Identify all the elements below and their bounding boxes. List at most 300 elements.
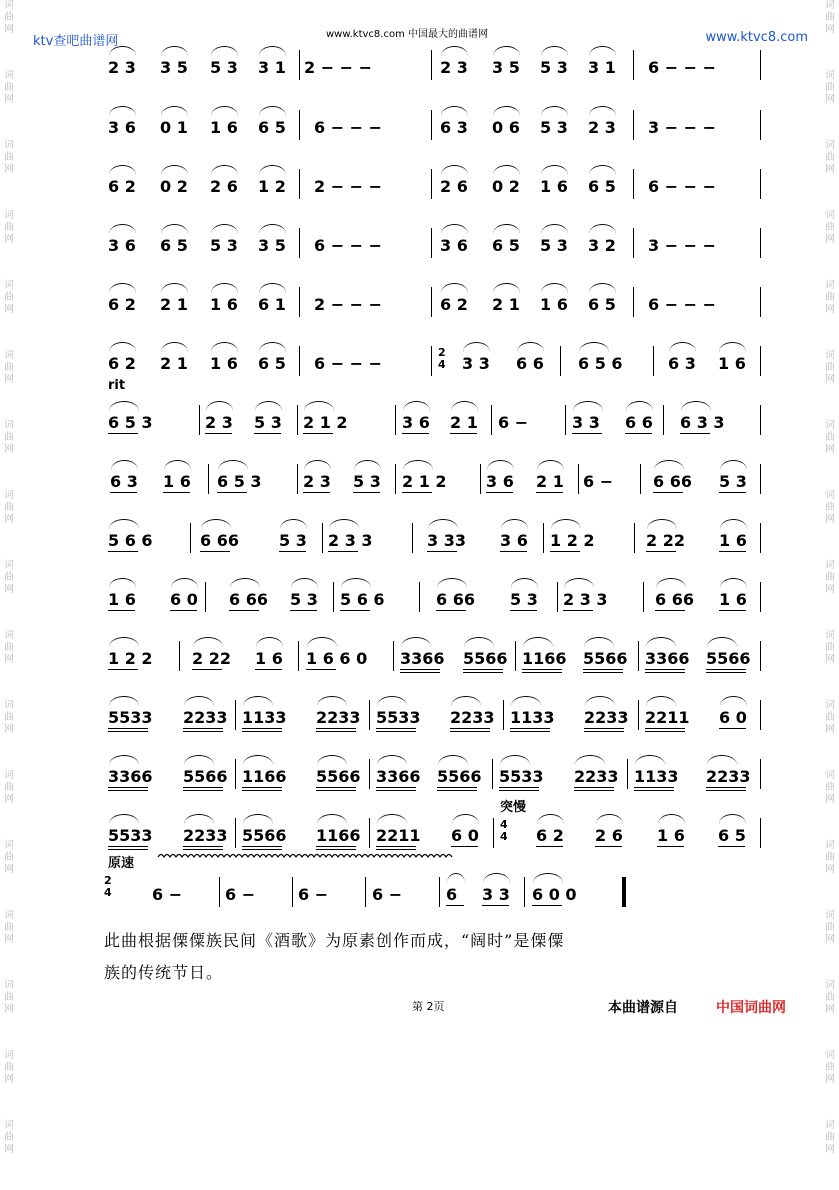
note-group: 2233 xyxy=(706,767,751,786)
underline-beam xyxy=(108,787,148,788)
slur-mark xyxy=(464,637,494,647)
slur-mark xyxy=(109,578,136,588)
underline-beam xyxy=(192,669,222,670)
bar-line xyxy=(760,169,761,199)
slur-mark xyxy=(341,578,371,588)
score-row xyxy=(0,472,839,516)
slur-mark xyxy=(564,578,594,588)
note-group: 6 5 xyxy=(718,826,746,845)
note-group: 6 − − − xyxy=(314,236,383,255)
note-group: 5 3 xyxy=(540,58,568,77)
underline-beam xyxy=(183,728,223,729)
slur-mark xyxy=(493,165,520,175)
slur-mark xyxy=(541,283,568,293)
watermark-char: 词 xyxy=(4,70,14,81)
note-group: 3 5 xyxy=(258,236,286,255)
note-group: 3 5 xyxy=(160,58,188,77)
note-group: 6 − xyxy=(225,885,256,904)
score-row xyxy=(0,354,839,398)
note-group: 6 − − − xyxy=(648,177,717,196)
watermark-gap xyxy=(823,1086,837,1120)
note-group: 6 0 xyxy=(451,826,479,845)
watermark-char: 词 xyxy=(4,910,14,921)
slur-mark xyxy=(533,873,563,883)
note-group: 3366 xyxy=(400,649,445,668)
note-group: 5 3 xyxy=(254,413,282,432)
slur-mark xyxy=(161,46,188,56)
underline-beam xyxy=(718,846,745,847)
note-group: 3 6 xyxy=(402,413,430,432)
underline-beam xyxy=(680,433,710,434)
header-right-site[interactable]: www.ktvc8.com xyxy=(705,30,808,45)
watermark-char: 网 xyxy=(825,24,835,35)
underline-beam xyxy=(583,672,623,673)
watermark-char: 词 xyxy=(4,700,14,711)
watermark-char: 词 xyxy=(4,350,14,361)
note-group: 6 1 xyxy=(258,295,286,314)
slur-mark xyxy=(720,696,747,706)
note-group: 5 3 xyxy=(210,58,238,77)
bar-line xyxy=(299,169,300,199)
note-group: 6 − xyxy=(298,885,329,904)
slur-mark xyxy=(500,755,530,765)
note-group: 2 3 3 xyxy=(328,531,373,550)
slur-mark xyxy=(719,814,746,824)
header-left-site[interactable]: ktv查吧曲谱网 xyxy=(33,34,119,49)
note-group: 2 3 xyxy=(303,472,331,491)
underline-beam xyxy=(536,846,563,847)
bar-line xyxy=(760,405,761,435)
bar-line xyxy=(760,464,761,494)
note-group: 5566 xyxy=(706,649,751,668)
slur-mark xyxy=(211,106,238,116)
underline-beam xyxy=(242,790,282,791)
underline-beam xyxy=(316,728,356,729)
watermark-char: 曲 xyxy=(4,82,14,93)
slur-mark xyxy=(317,696,347,706)
watermark-char: 网 xyxy=(825,374,835,385)
bar-line xyxy=(322,523,323,553)
note-group: 6 2 xyxy=(108,354,136,373)
underline-beam xyxy=(183,849,223,850)
watermark-char: 曲 xyxy=(4,712,14,723)
watermark-char: 词 xyxy=(825,490,835,501)
slur-mark xyxy=(511,696,541,706)
underline-beam xyxy=(437,790,477,791)
underline-beam xyxy=(279,551,306,552)
bar-line xyxy=(492,759,493,789)
watermark-gap xyxy=(823,946,837,980)
underline-beam xyxy=(450,433,477,434)
slur-mark xyxy=(646,696,676,706)
watermark-char: 词 xyxy=(825,840,835,851)
note-group: 3 6 xyxy=(108,118,136,137)
slur-mark xyxy=(441,106,468,116)
underline-beam xyxy=(706,790,746,791)
underline-beam xyxy=(316,849,356,850)
underline-beam xyxy=(583,669,623,670)
watermark-char: 曲 xyxy=(825,1132,835,1143)
watermark-char: 曲 xyxy=(4,1062,14,1073)
time-signature-2-4-final: 2 4 xyxy=(104,874,112,899)
slur-mark xyxy=(541,165,568,175)
note-group: 3 6 xyxy=(440,236,468,255)
note-group: 5 3 xyxy=(540,118,568,137)
watermark-char: 网 xyxy=(825,654,835,665)
bar-line xyxy=(431,50,432,80)
time-signature-4-4: 4 4 xyxy=(500,818,508,843)
underline-beam xyxy=(584,731,624,732)
watermark-char: 曲 xyxy=(825,782,835,793)
watermark-char: 网 xyxy=(4,304,14,315)
slur-mark xyxy=(720,519,747,529)
watermark-char: 词 xyxy=(825,560,835,571)
note-group: 3 33 xyxy=(427,531,466,550)
slur-mark xyxy=(184,696,214,706)
note-group: 6 3 xyxy=(668,354,696,373)
watermark-char: 曲 xyxy=(4,992,14,1003)
underline-beam xyxy=(316,787,356,788)
note-group: 6 − − − xyxy=(314,118,383,137)
slur-mark xyxy=(256,637,283,647)
note-group: 3366 xyxy=(376,767,421,786)
note-group: 6 − xyxy=(583,472,614,491)
underline-beam xyxy=(510,731,550,732)
watermark-char: 曲 xyxy=(825,82,835,93)
slur-mark xyxy=(501,519,528,529)
watermark-char: 网 xyxy=(4,514,14,525)
underline-beam xyxy=(645,731,685,732)
watermark-char: 网 xyxy=(825,864,835,875)
underline-beam xyxy=(437,787,477,788)
score-row xyxy=(0,295,839,339)
bar-line xyxy=(369,759,370,789)
watermark-char: 曲 xyxy=(825,642,835,653)
watermark-char: 曲 xyxy=(825,362,835,373)
slur-mark xyxy=(669,342,696,352)
note-group: 5566 xyxy=(437,767,482,786)
underline-beam xyxy=(634,790,674,791)
underline-beam xyxy=(108,728,148,729)
underline-beam xyxy=(500,551,527,552)
note-group: 5 3 xyxy=(540,236,568,255)
slur-mark xyxy=(719,342,746,352)
bar-line xyxy=(431,110,432,140)
bar-line xyxy=(205,582,206,612)
note-group: 6 66 xyxy=(655,590,694,609)
slur-mark xyxy=(164,460,191,470)
slur-mark xyxy=(259,224,286,234)
note-group: 5533 xyxy=(108,826,153,845)
watermark-char: 网 xyxy=(4,234,14,245)
note-group: 3366 xyxy=(645,649,690,668)
watermark-char: 曲 xyxy=(825,152,835,163)
note-group: 2 1 xyxy=(160,295,188,314)
note-group: 3 6 xyxy=(500,531,528,550)
note-group: 3 2 xyxy=(588,236,616,255)
slur-mark xyxy=(493,106,520,116)
bar-line xyxy=(333,582,334,612)
note-group: 6 − xyxy=(152,885,183,904)
note-group: 6 − − − xyxy=(314,354,383,373)
bar-line xyxy=(491,405,492,435)
slur-mark xyxy=(720,578,747,588)
watermark-char: 网 xyxy=(4,444,14,455)
slur-mark xyxy=(243,696,273,706)
watermark-char: 词 xyxy=(825,910,835,921)
note-group: 5 3 xyxy=(290,590,318,609)
underline-beam xyxy=(510,728,550,729)
slur-mark xyxy=(589,224,616,234)
note-group: 2 1 xyxy=(536,472,564,491)
underline-beam xyxy=(110,492,137,493)
note-group: 1133 xyxy=(634,767,679,786)
note-group: 5 3 xyxy=(279,531,307,550)
slur-mark xyxy=(259,46,286,56)
slur-mark xyxy=(230,578,260,588)
watermark-char: 网 xyxy=(825,94,835,105)
watermark-char: 曲 xyxy=(4,152,14,163)
underline-beam xyxy=(400,672,440,673)
note-group: 6 0 0 xyxy=(532,885,577,904)
watermark-char: 词 xyxy=(4,0,14,11)
slur-mark xyxy=(541,106,568,116)
watermark-char: 词 xyxy=(825,350,835,361)
watermark-char: 曲 xyxy=(825,292,835,303)
note-group: 2 6 xyxy=(210,177,238,196)
score-row xyxy=(0,885,839,929)
underline-beam xyxy=(719,728,746,729)
slur-mark xyxy=(161,106,188,116)
note-group: 1 6 xyxy=(540,295,568,314)
note-group: 6 3 xyxy=(440,118,468,137)
note-group: 5 3 xyxy=(210,236,238,255)
slur-mark xyxy=(377,755,407,765)
slur-mark xyxy=(161,283,188,293)
note-group: 6 2 xyxy=(108,295,136,314)
slur-mark xyxy=(354,460,381,470)
underline-beam xyxy=(376,731,416,732)
note-group: 5 3 xyxy=(510,590,538,609)
page-number: 第 2页 xyxy=(412,1000,445,1013)
footer-brand-link[interactable]: 中国词曲网 xyxy=(716,1000,786,1016)
bar-line xyxy=(760,700,761,730)
note-group: 6 xyxy=(446,885,458,904)
watermark-char: 词 xyxy=(825,280,835,291)
bar-line xyxy=(235,818,236,848)
slur-mark xyxy=(451,401,478,411)
bar-line xyxy=(219,877,220,907)
bar-line xyxy=(431,346,432,376)
slur-mark xyxy=(541,46,568,56)
slur-mark xyxy=(184,755,214,765)
underline-beam xyxy=(482,905,509,906)
bar-line xyxy=(622,877,626,907)
watermark-char: 曲 xyxy=(825,222,835,233)
slur-mark xyxy=(307,637,337,647)
note-group: 1 6 xyxy=(719,531,747,550)
bar-line xyxy=(643,582,644,612)
underline-beam xyxy=(316,731,356,732)
note-group: 2233 xyxy=(584,708,629,727)
watermark-char: 曲 xyxy=(4,292,14,303)
slur-mark xyxy=(707,637,737,647)
slur-mark xyxy=(255,401,282,411)
bar-line xyxy=(760,346,761,376)
underline-beam xyxy=(499,787,539,788)
slur-mark xyxy=(109,106,136,116)
underline-beam xyxy=(255,669,282,670)
underline-beam xyxy=(108,551,138,552)
slur-mark xyxy=(452,814,479,824)
underline-beam xyxy=(706,672,746,673)
slur-mark xyxy=(437,578,467,588)
slur-mark xyxy=(377,814,407,824)
slur-mark xyxy=(109,814,139,824)
watermark-char: 曲 xyxy=(4,222,14,233)
slur-mark xyxy=(428,519,458,529)
bar-line xyxy=(633,228,634,258)
underline-beam xyxy=(376,846,416,847)
watermark-char: 曲 xyxy=(825,572,835,583)
underline-beam xyxy=(450,728,490,729)
slur-mark xyxy=(291,578,318,588)
time-signature-2-4: 2 4 xyxy=(438,346,446,371)
underline-beam xyxy=(463,672,503,673)
slur-mark xyxy=(646,637,676,647)
underline-beam xyxy=(242,731,282,732)
slur-mark xyxy=(109,637,139,647)
underline-beam xyxy=(522,672,562,673)
note-group: 5566 xyxy=(183,767,228,786)
watermark-char: 网 xyxy=(825,1004,835,1015)
underline-beam xyxy=(340,610,370,611)
watermark-char: 曲 xyxy=(825,712,835,723)
underline-beam xyxy=(653,492,683,493)
underline-beam xyxy=(499,790,539,791)
watermark-char: 词 xyxy=(825,0,835,11)
note-group: 1166 xyxy=(316,826,361,845)
underline-beam xyxy=(719,610,746,611)
note-group: 2 1 xyxy=(450,413,478,432)
note-group: 2 3 xyxy=(205,413,233,432)
slur-mark xyxy=(377,696,407,706)
underline-beam xyxy=(572,433,602,434)
watermark-gap xyxy=(2,1156,16,1190)
slur-mark xyxy=(317,755,347,765)
watermark-char: 词 xyxy=(4,770,14,781)
underline-beam xyxy=(242,728,282,729)
note-group: 1 6 xyxy=(108,590,136,609)
note-group: 1166 xyxy=(242,767,287,786)
underline-beam xyxy=(446,905,464,906)
bar-line xyxy=(663,405,664,435)
slur-mark xyxy=(589,165,616,175)
bar-line xyxy=(633,50,634,80)
watermark-char: 网 xyxy=(4,654,14,665)
slur-mark xyxy=(707,755,737,765)
watermark-char: 词 xyxy=(4,1050,14,1061)
note-group: 2 3 xyxy=(108,58,136,77)
bar-line xyxy=(638,700,639,730)
watermark-char: 词 xyxy=(4,140,14,151)
watermark-char: 曲 xyxy=(4,642,14,653)
note-group: 2 6 xyxy=(595,826,623,845)
slur-mark xyxy=(403,401,430,411)
slur-mark xyxy=(483,873,510,883)
underline-beam xyxy=(719,551,746,552)
note-group: 2 1 2 xyxy=(402,472,447,491)
note-group: 6 5 xyxy=(258,354,286,373)
bar-line xyxy=(627,759,628,789)
note-group: 1 6 xyxy=(255,649,283,668)
watermark-char: 曲 xyxy=(4,362,14,373)
slur-mark xyxy=(658,814,685,824)
slur-mark xyxy=(109,519,139,529)
bar-line xyxy=(365,877,366,907)
slur-mark xyxy=(211,224,238,234)
note-group: 6 − xyxy=(372,885,403,904)
bar-line xyxy=(297,405,298,435)
note-group: 5 3 xyxy=(353,472,381,491)
watermark-char: 词 xyxy=(4,560,14,571)
bar-line xyxy=(653,346,654,376)
score-row xyxy=(0,767,839,811)
bar-line xyxy=(524,877,525,907)
bar-line xyxy=(431,169,432,199)
bar-line xyxy=(208,464,209,494)
watermark-char: 曲 xyxy=(4,1132,14,1143)
underline-beam xyxy=(574,787,614,788)
note-group: 6 66 xyxy=(653,472,692,491)
note-group: 2233 xyxy=(183,826,228,845)
slur-mark xyxy=(551,519,581,529)
note-group: 2233 xyxy=(183,708,228,727)
underline-beam xyxy=(719,492,746,493)
slur-mark xyxy=(647,519,677,529)
bar-line xyxy=(369,818,370,848)
note-group: 3 − − − xyxy=(648,118,717,137)
slur-mark xyxy=(441,165,468,175)
note-group: 6 5 xyxy=(588,295,616,314)
underline-beam xyxy=(436,610,466,611)
slur-mark xyxy=(596,814,623,824)
watermark-char: 网 xyxy=(4,94,14,105)
note-group: 1 6 xyxy=(210,295,238,314)
header-center-site: www.ktvc8.com 中国最大的曲谱网 xyxy=(326,29,489,40)
slur-mark xyxy=(161,342,188,352)
slur-mark xyxy=(211,165,238,175)
bar-line xyxy=(760,582,761,612)
note-group: 1 6 xyxy=(657,826,685,845)
bar-line xyxy=(298,641,299,671)
note-group: 0 2 xyxy=(492,177,520,196)
note-group: 2233 xyxy=(316,708,361,727)
note-group: 2 6 xyxy=(440,177,468,196)
slur-mark xyxy=(654,460,684,470)
slur-mark xyxy=(447,873,465,883)
slur-mark xyxy=(259,342,286,352)
underline-beam xyxy=(574,790,614,791)
watermark-char: 曲 xyxy=(825,1062,835,1073)
watermark-char: 词 xyxy=(4,1120,14,1131)
note-group: 3 3 xyxy=(462,354,490,373)
slur-mark xyxy=(109,165,136,175)
slur-mark xyxy=(463,342,490,352)
bar-line xyxy=(369,700,370,730)
note-group: 5566 xyxy=(316,767,361,786)
watermark-char: 词 xyxy=(825,770,835,781)
